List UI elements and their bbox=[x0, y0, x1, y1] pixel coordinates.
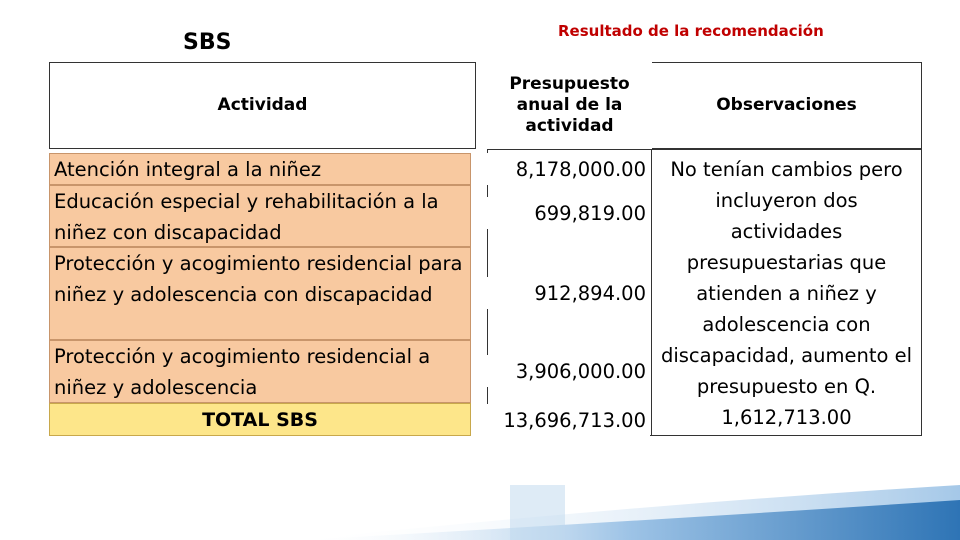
decorative-swoosh bbox=[300, 485, 960, 540]
observaciones-cell: No tenían cambios pero incluyeron dos actividades presupuestarias que atienden a niñez y adolescencia con discapacidad, aumento el presupuesto en Q. 1,612,713.00 bbox=[652, 149, 922, 436]
row-presupuesto-2: 699,819.00 bbox=[487, 197, 650, 229]
row-actividad-1: Atención integral a la niñez bbox=[49, 153, 471, 185]
budget-table bbox=[49, 62, 922, 436]
header-actividad: Actividad bbox=[49, 62, 476, 149]
header-observaciones: Observaciones bbox=[652, 62, 922, 149]
row-actividad-4: Protección y acogimiento residencial a niñez y adolescencia bbox=[49, 340, 471, 403]
row-actividad-3: Protección y acogimiento residencial para niñez y adolescencia con discapacidad bbox=[49, 247, 471, 340]
page-title: SBS bbox=[183, 30, 232, 55]
page-subtitle: Resultado de la recomendación bbox=[558, 22, 824, 40]
row-presupuesto-3: 912,894.00 bbox=[487, 277, 650, 309]
row-presupuesto-1: 8,178,000.00 bbox=[487, 153, 650, 185]
row-actividad-2: Educación especial y rehabilitación a la niñez con discapacidad bbox=[49, 185, 471, 247]
total-presupuesto: 13,696,713.00 bbox=[487, 404, 650, 436]
total-label: TOTAL SBS bbox=[49, 403, 471, 436]
row-presupuesto-4: 3,906,000.00 bbox=[487, 355, 650, 387]
header-presupuesto: Presupuesto anual de la actividad bbox=[487, 62, 652, 149]
